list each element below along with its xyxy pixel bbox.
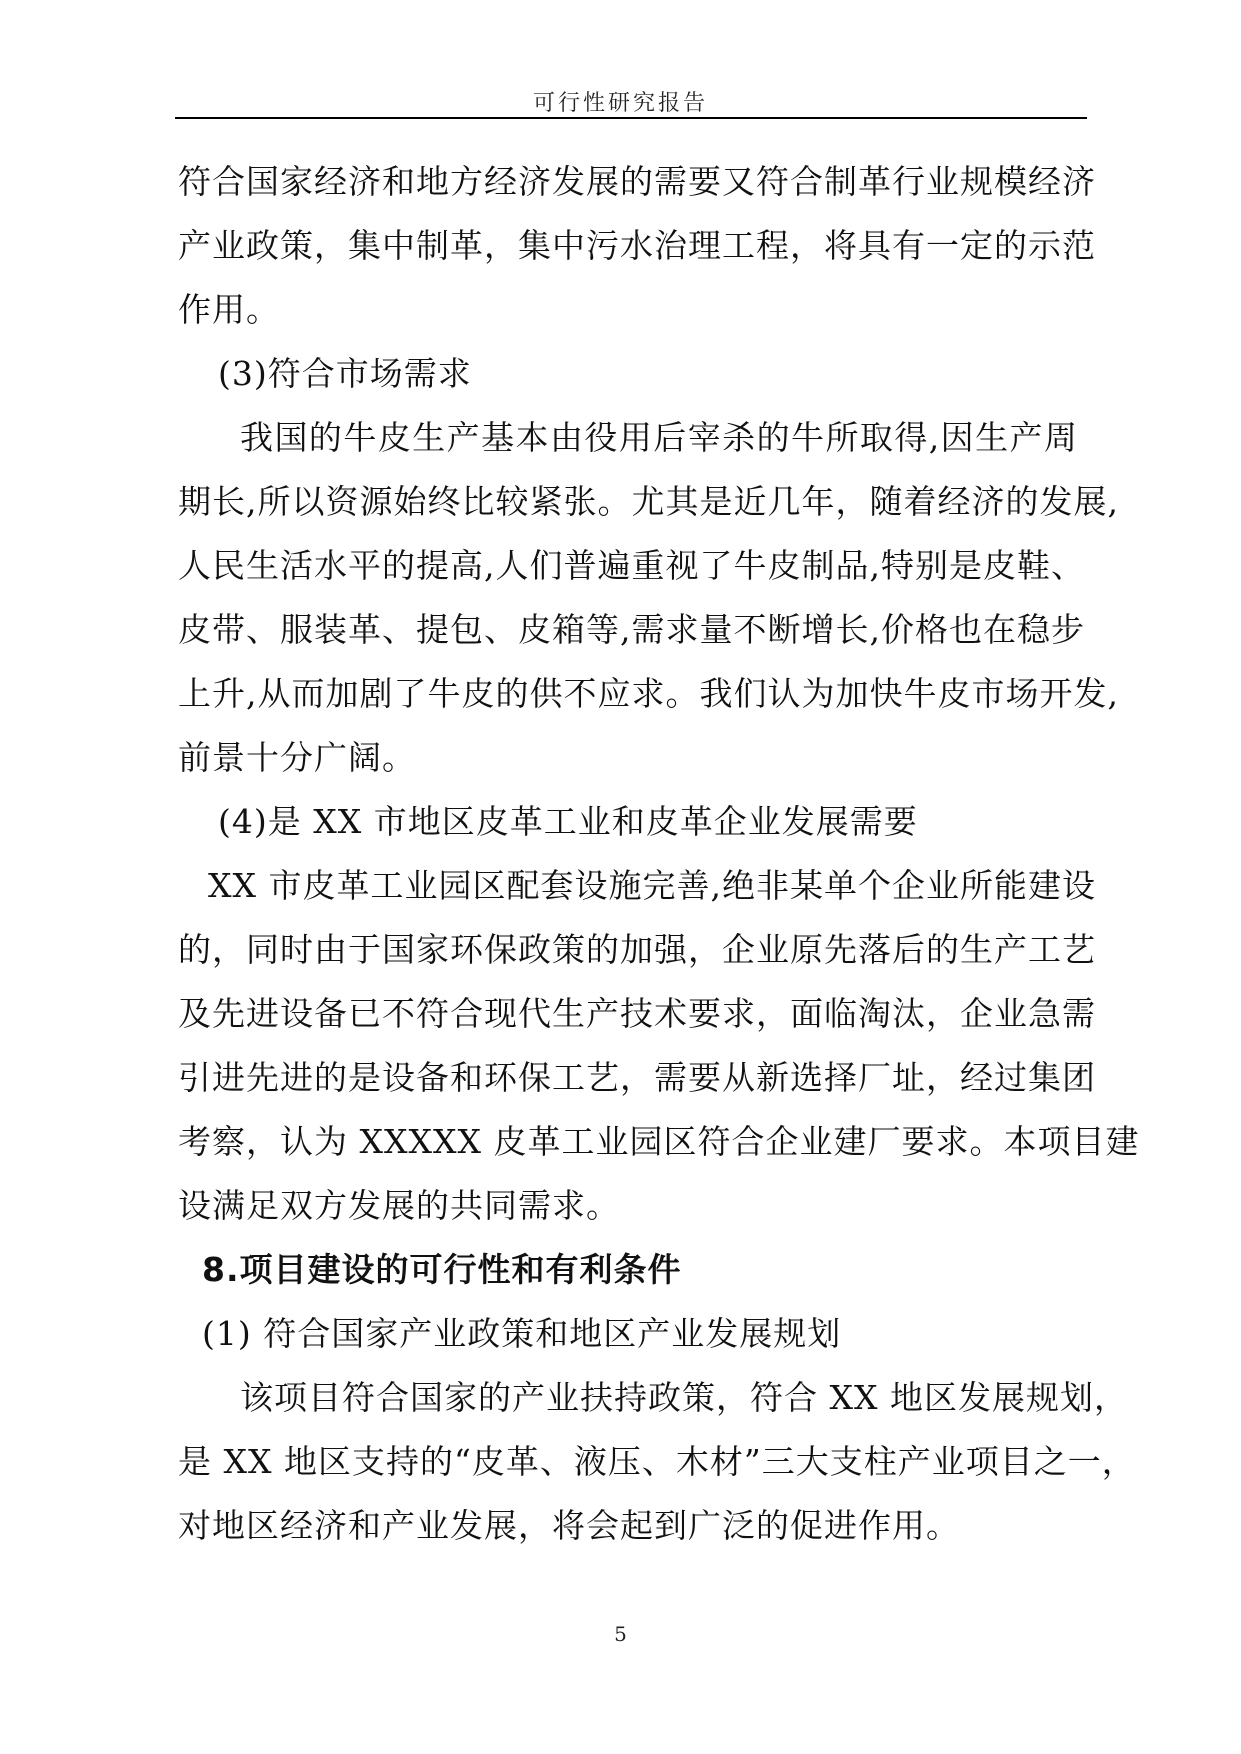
subheading-industry-development: (4)是 XX 市地区皮革工业和皮革企业发展需要	[218, 802, 918, 841]
body-line: 前景十分广阔。	[178, 738, 416, 777]
body-line: 设满足双方发展的共同需求。	[178, 1186, 620, 1225]
body-line: 符合国家经济和地方经济发展的需要又符合制革行业规模经济	[178, 162, 1096, 201]
body-line: 人民生活水平的提高,人们普遍重视了牛皮制品,特别是皮鞋、	[178, 546, 1085, 585]
body-line: 我国的牛皮生产基本由役用后宰杀的牛所取得,因生产周	[240, 418, 1078, 457]
body-line: 产业政策，集中制革，集中污水治理工程，将具有一定的示范	[178, 226, 1096, 265]
body-line: 对地区经济和产业发展，将会起到广泛的促进作用。	[178, 1506, 960, 1545]
body-line: 上升,从而加剧了牛皮的供不应求。我们认为加快牛皮市场开发,	[178, 674, 1119, 713]
body-line: 该项目符合国家的产业扶持政策，符合 XX 地区发展规划，	[240, 1378, 1128, 1417]
document-body	[178, 150, 1140, 1558]
running-header: 可行性研究报告	[532, 91, 708, 116]
body-line: 是 XX 地区支持的“皮革、液压、木材”三大支柱产业项目之一，	[178, 1442, 1136, 1481]
body-line: XX 市皮革工业园区配套设施完善,绝非某单个企业所能建设	[208, 866, 1096, 905]
body-line: 皮带、服装革、提包、皮箱等,需求量不断增长,价格也在稳步	[178, 610, 1085, 649]
body-line: 的，同时由于国家环保政策的加强，企业原先落后的生产工艺	[178, 930, 1096, 969]
section-heading: 8.项目建设的可行性和有利条件	[202, 1250, 682, 1289]
body-line: 作用。	[178, 290, 280, 329]
body-line: 引进先进的是设备和环保工艺，需要从新选择厂址，经过集团	[178, 1058, 1096, 1097]
body-line: 及先进设备已不符合现代生产技术要求，面临淘汰，企业急需	[178, 994, 1096, 1033]
subheading-market-demand: (3)符合市场需求	[218, 354, 472, 393]
body-line: 考察，认为 XXXXX 皮革工业园区符合企业建厂要求。本项目建	[178, 1122, 1140, 1161]
page-number: 5	[614, 1622, 627, 1646]
body-line: 期长,所以资源始终比较紧张。尤其是近几年，随着经济的发展,	[178, 482, 1119, 521]
header-rule	[175, 117, 1087, 119]
subheading-policy-planning: (1) 符合国家产业政策和地区产业发展规划	[202, 1314, 842, 1353]
